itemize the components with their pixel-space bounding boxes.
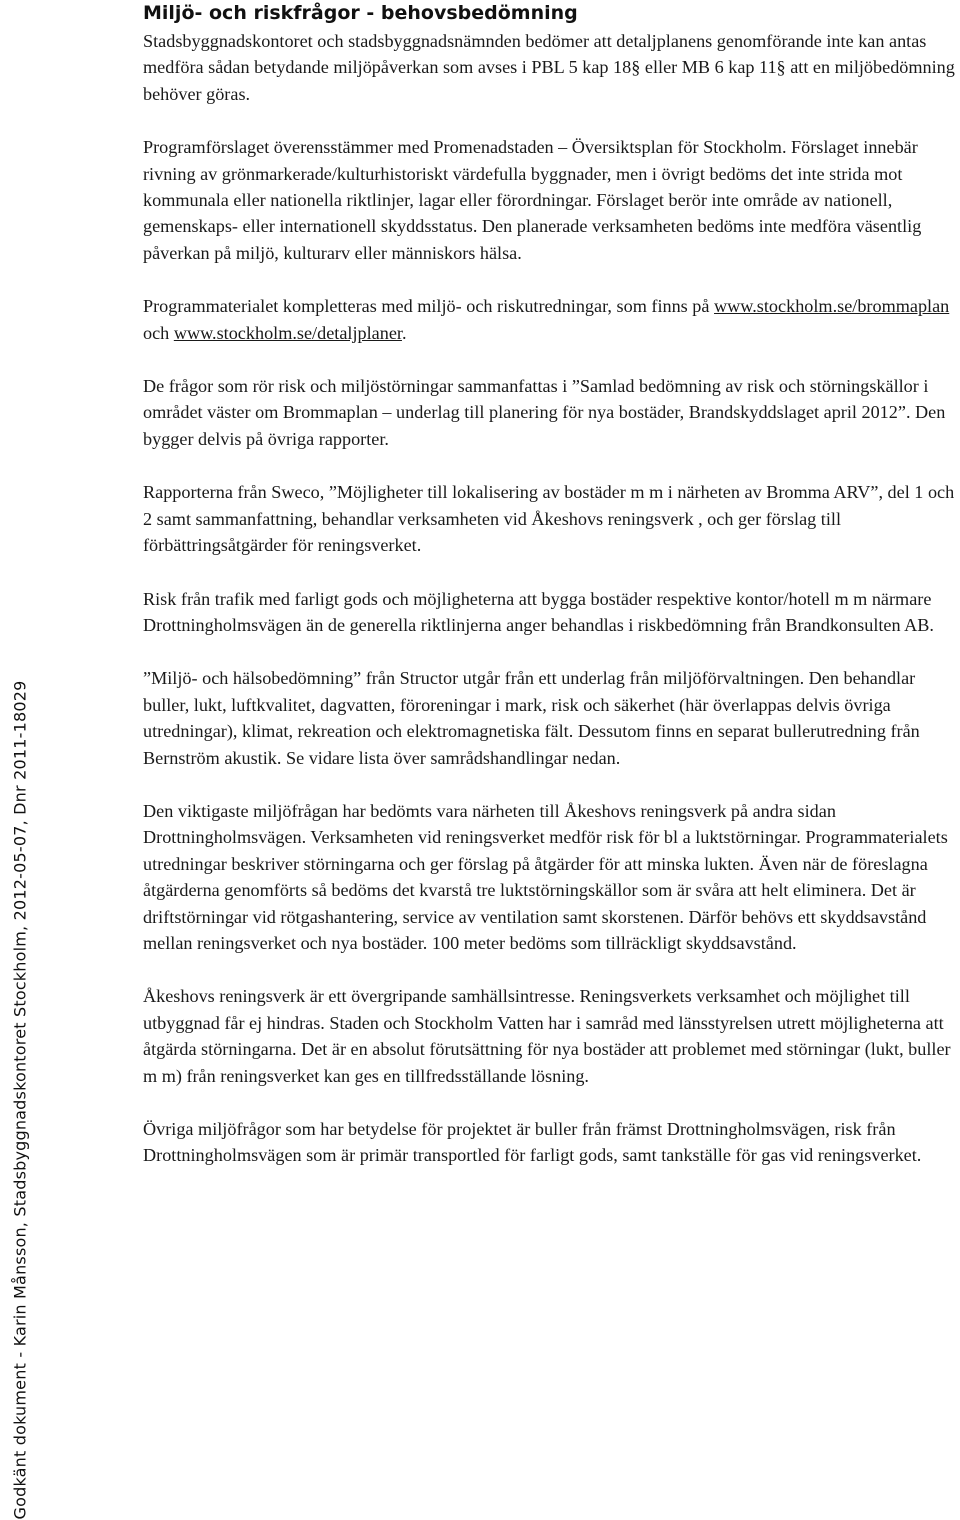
- detaljplaner-link[interactable]: www.stockholm.se/detaljplaner: [173, 322, 402, 343]
- paragraph-other-issues: Övriga miljöfrågor som har betydelse för projektet är buller från främst Drottningholmsvägen, risk från Drottningholmsvägen som är primär transportled för farligt gods, samt tankställe för gas vid reningsverket.: [143, 1119, 922, 1166]
- program-material-text: Programmaterialet kompletteras med miljö- och riskutredningar, som finns på: [143, 296, 715, 317]
- program-material-conjunction: och: [143, 322, 174, 343]
- paragraph-main-environmental-issue: Den viktigaste miljöfrågan har bedömts vara närheten till Åkeshovs reningsverk på andra sidan Drottningholmsvägen. Verksamheten vid reningsverket medför risk för bl a luktstörningar. Programmaterialets utredningar beskriver störningarna och ger förslag på åtgärder för att minska lukten. Även när de föreslagna åtgärderna genomförts så bedöms det kvarstå tre luktstörningskällor som är svåra att helt eliminera. Det är driftstörningar vid rötgashantering, service av ventilation samt skorstenen. Därför behövs ett skyddsavstånd mellan reningsverket och nya bostäder. 100 meter bedöms som tillräckligt skyddsavstånd.: [143, 800, 948, 953]
- brommaplan-link[interactable]: www.stockholm.se/brommaplan: [714, 296, 950, 317]
- paragraph-traffic-risk: Risk från trafik med farligt gods och möjligheterna att bygga bostäder respektive kontor/hotell m m närmare Drottningholmsvägen än de generella riktlinjerna anger behandlas i riskbedömning från Brandkonsulten AB.: [143, 588, 934, 635]
- approval-stamp-text: Godkänt dokument - Karin Månsson, Stadsbyggnadskontoret Stockholm, 2012-05-07, Dnr 2011-18029: [10, 680, 30, 1520]
- program-material-period: .: [401, 322, 407, 343]
- document-page: [143, 0, 958, 1169]
- approval-stamp: [0, 0, 40, 1520]
- paragraph-risk-summary: De frågor som rör risk och miljöstörningar sammanfattas i ”Samlad bedömning av risk och störningskällor i området väster om Brommaplan – underlag till planering för nya bostäder, Brandskyddslaget april 2012”. Den bygger delvis på övriga rapporter.: [143, 376, 946, 449]
- paragraph-health-assessment: ”Miljö- och hälsobedömning” från Structor utgår från ett underlag från miljöförvaltningen. Den behandlar buller, lukt, luftkvalitet, dagvatten, föroreningar i mark, risk och säkerhet (här överlappas delvis övriga utredningar), klimat, rekreation och elektromagnetiska fält. Dessutom finns en separat bullerutredning från Bernström akustik. Se vidare lista över samrådshandlingar nedan.: [143, 668, 920, 768]
- section-heading: Miljö- och riskfrågor - behovsbedömning: [143, 2, 578, 24]
- paragraph-treatment-plant-interest: Åkeshovs reningsverk är ett övergripande samhällsintresse. Reningsverkets verksamhet och möjlighet till utbyggnad får ej hindras. Staden och Stockholm Vatten har i samråd med länsstyrelsen utrett möjligheterna att åtgärda störningarna. Det är en absolut förutsättning för nya bostäder att problemet med störningar (lukt, buller m m) från reningsverket kan ges en tillfredsställande lösning.: [143, 986, 951, 1086]
- paragraph-sweco-reports: Rapporterna från Sweco, ”Möjligheter till lokalisering av bostäder m m i närheten av Bromma ARV”, del 1 och 2 samt sammanfattning, behandlar verksamheten vid Åkeshovs reningsverk , och ger förslag till förbättringsåtgärder för reningsverket.: [143, 482, 955, 556]
- paragraph-program-material: [143, 293, 958, 346]
- paragraph-assessment: Stadsbyggnadskontoret och stadsbyggnadsnämnden bedömer att detaljplanens genomförande inte kan antas medföra sådan betydande miljöpåverkan som avses i PBL 5 kap 18§ eller MB 6 kap 11§ att en miljöbedömning behöver göras.: [143, 31, 955, 104]
- paragraph-program-proposal: Programförslaget överensstämmer med Promenadstaden – Översiktsplan för Stockholm. Förslaget innebär rivning av grönmarkerade/kulturhistoriskt värdefulla byggnader, men i övrigt bedöms det inte strida mot kommunala eller nationella riktlinjer, lagar eller förordningar. Förslaget berör inte område av nationell, gemenskaps- eller internationell skyddsstatus. Den planerade verksamheten bedöms inte medföra väsentlig påverkan på miljö, kulturarv eller människors hälsa.: [143, 137, 922, 263]
